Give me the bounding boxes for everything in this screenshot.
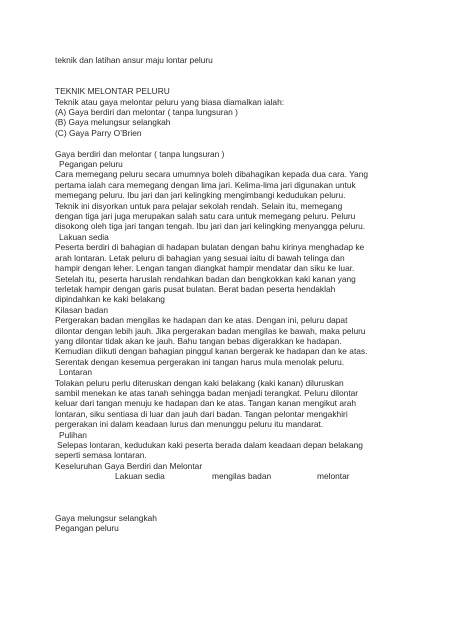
kilasan-line: yang dilontar tidak akan ke jauh. Bahu tangan bebas digerakkan ke hadapan. bbox=[55, 335, 342, 346]
kilasan-line: Serentak dengan kesemua pergerakan ini tangan harus mula menolak peluru. bbox=[55, 356, 345, 367]
section-a-title: Gaya berdiri dan melontar ( tanpa lungsuran ) bbox=[55, 148, 225, 159]
pegangan-line: Cara memegang peluru secara umumnya boleh dibahagikan kepada dua cara. Yang bbox=[55, 169, 369, 180]
kilasan-line: dilontar dengan lebih jauh. Jika pergerakan badan mengilas ke bawah, maka peluru bbox=[55, 325, 366, 336]
pegangan-line: memegang peluru. Ibu jari dan jari kelingking mengimbangi kedudukan peluru. bbox=[55, 190, 346, 201]
section-b-pegangan: Pegangan peluru bbox=[55, 523, 119, 534]
intro-line: (C) Gaya Parry O’Brien bbox=[55, 127, 142, 138]
lontaran-line: sambil menekan ke atas tanah sehingga badan menjadi terangkat. Peluru dilontar bbox=[55, 387, 359, 398]
keseluruhan-title: Keseluruhan Gaya Berdiri dan Melontar bbox=[55, 460, 203, 471]
document-title: teknik dan latihan ansur maju lontar peluru bbox=[55, 55, 213, 65]
kilasan-title: Kilasan badan bbox=[55, 304, 109, 315]
pulihan-line: Selepas lontaran, kedudukan kaki peserta berada dalam keadaan depan belakang bbox=[57, 440, 363, 450]
phase-label: melontar bbox=[317, 471, 350, 482]
pegangan-line: Teknik ini disyorkan untuk para pelajar sekolah rendah. Selain itu, memegang bbox=[55, 200, 343, 211]
main-heading: TEKNIK MELONTAR PELURU bbox=[55, 86, 170, 97]
phase-row bbox=[55, 471, 455, 481]
pegangan-line: disokong oleh tiga jari tangan tengah. Ibu jari dan jari kelingking menyangga peluru. bbox=[55, 221, 366, 232]
lontaran-title: Lontaran bbox=[59, 367, 93, 378]
lakuan-line: Peserta berdiri di bahagian di hadapan bulatan dengan bahu kirinya menghadap ke bbox=[55, 242, 365, 253]
phase-label: Lakuan sedia bbox=[115, 471, 165, 482]
kilasan-line: Pergerakan badan mengilas ke hadapan dan ke atas. Dengan ini, peluru dapat bbox=[55, 315, 348, 326]
pulihan-line: seperti semasa lontaran. bbox=[55, 450, 147, 461]
pegangan-line: pertama ialah cara memegang dengan lima jari. Kelima-lima jari digunakan untuk bbox=[55, 179, 356, 190]
pegangan-line: dengan tiga jari juga merupakan salah satu cara untuk memegang peluru. Peluru bbox=[55, 211, 356, 222]
document-body bbox=[55, 55, 455, 534]
lakuan-line: arah lontaran. Letak peluru di bahagian yang sesuai iaitu di bawah telinga dan bbox=[55, 252, 345, 263]
pegangan-title: Pegangan peluru bbox=[59, 159, 123, 170]
lakuan-line: terletak hampir dengan garis pusat bulatan. Berat badan peserta hendaklah bbox=[55, 283, 336, 294]
phase-label: mengilas badan bbox=[212, 471, 272, 482]
lontaran-line: lontaran, siku sentiasa di luar dan jauh dari badan. Tangan pelontar mengakhiri bbox=[55, 408, 348, 419]
lontaran-line: pergerakan ini dalam keadaan lurus dan menunggu peluru itu mandarat. bbox=[55, 419, 324, 430]
lakuan-title: Lakuan sedia bbox=[59, 231, 109, 242]
intro-line: Teknik atau gaya melontar peluru yang biasa diamalkan ialah: bbox=[55, 96, 285, 107]
lontaran-line: Tolakan peluru perlu diteruskan dengan kaki belakang (kaki kanan) diluruskan bbox=[55, 377, 344, 388]
lakuan-line: hampir dengan leher. Lengan tangan diangkat hampir mendatar dan siku ke luar. bbox=[55, 263, 355, 274]
lakuan-line: Setelah itu, peserta haruslah rendahkan badan dan bengkokkan kaki kanan yang bbox=[55, 273, 356, 284]
intro-line: (A) Gaya berdiri dan melontar ( tanpa lungsuran ) bbox=[55, 107, 238, 118]
kilasan-line: Kemudian diikuti dengan bahagian pinggul kanan bergerak ke hadapan dan ke atas. bbox=[55, 346, 368, 357]
lakuan-line: dipindahkan ke kaki belakang bbox=[55, 294, 165, 305]
intro-line: (B) Gaya melungsur selangkah bbox=[55, 117, 171, 128]
pulihan-title: Pulihan bbox=[59, 429, 87, 440]
lontaran-line: keluar dari tangan menuju ke hadapan dan ke atas. Tangan kanan mengikut arah bbox=[55, 398, 357, 409]
section-b-title: Gaya melungsur selangkah bbox=[55, 512, 157, 523]
